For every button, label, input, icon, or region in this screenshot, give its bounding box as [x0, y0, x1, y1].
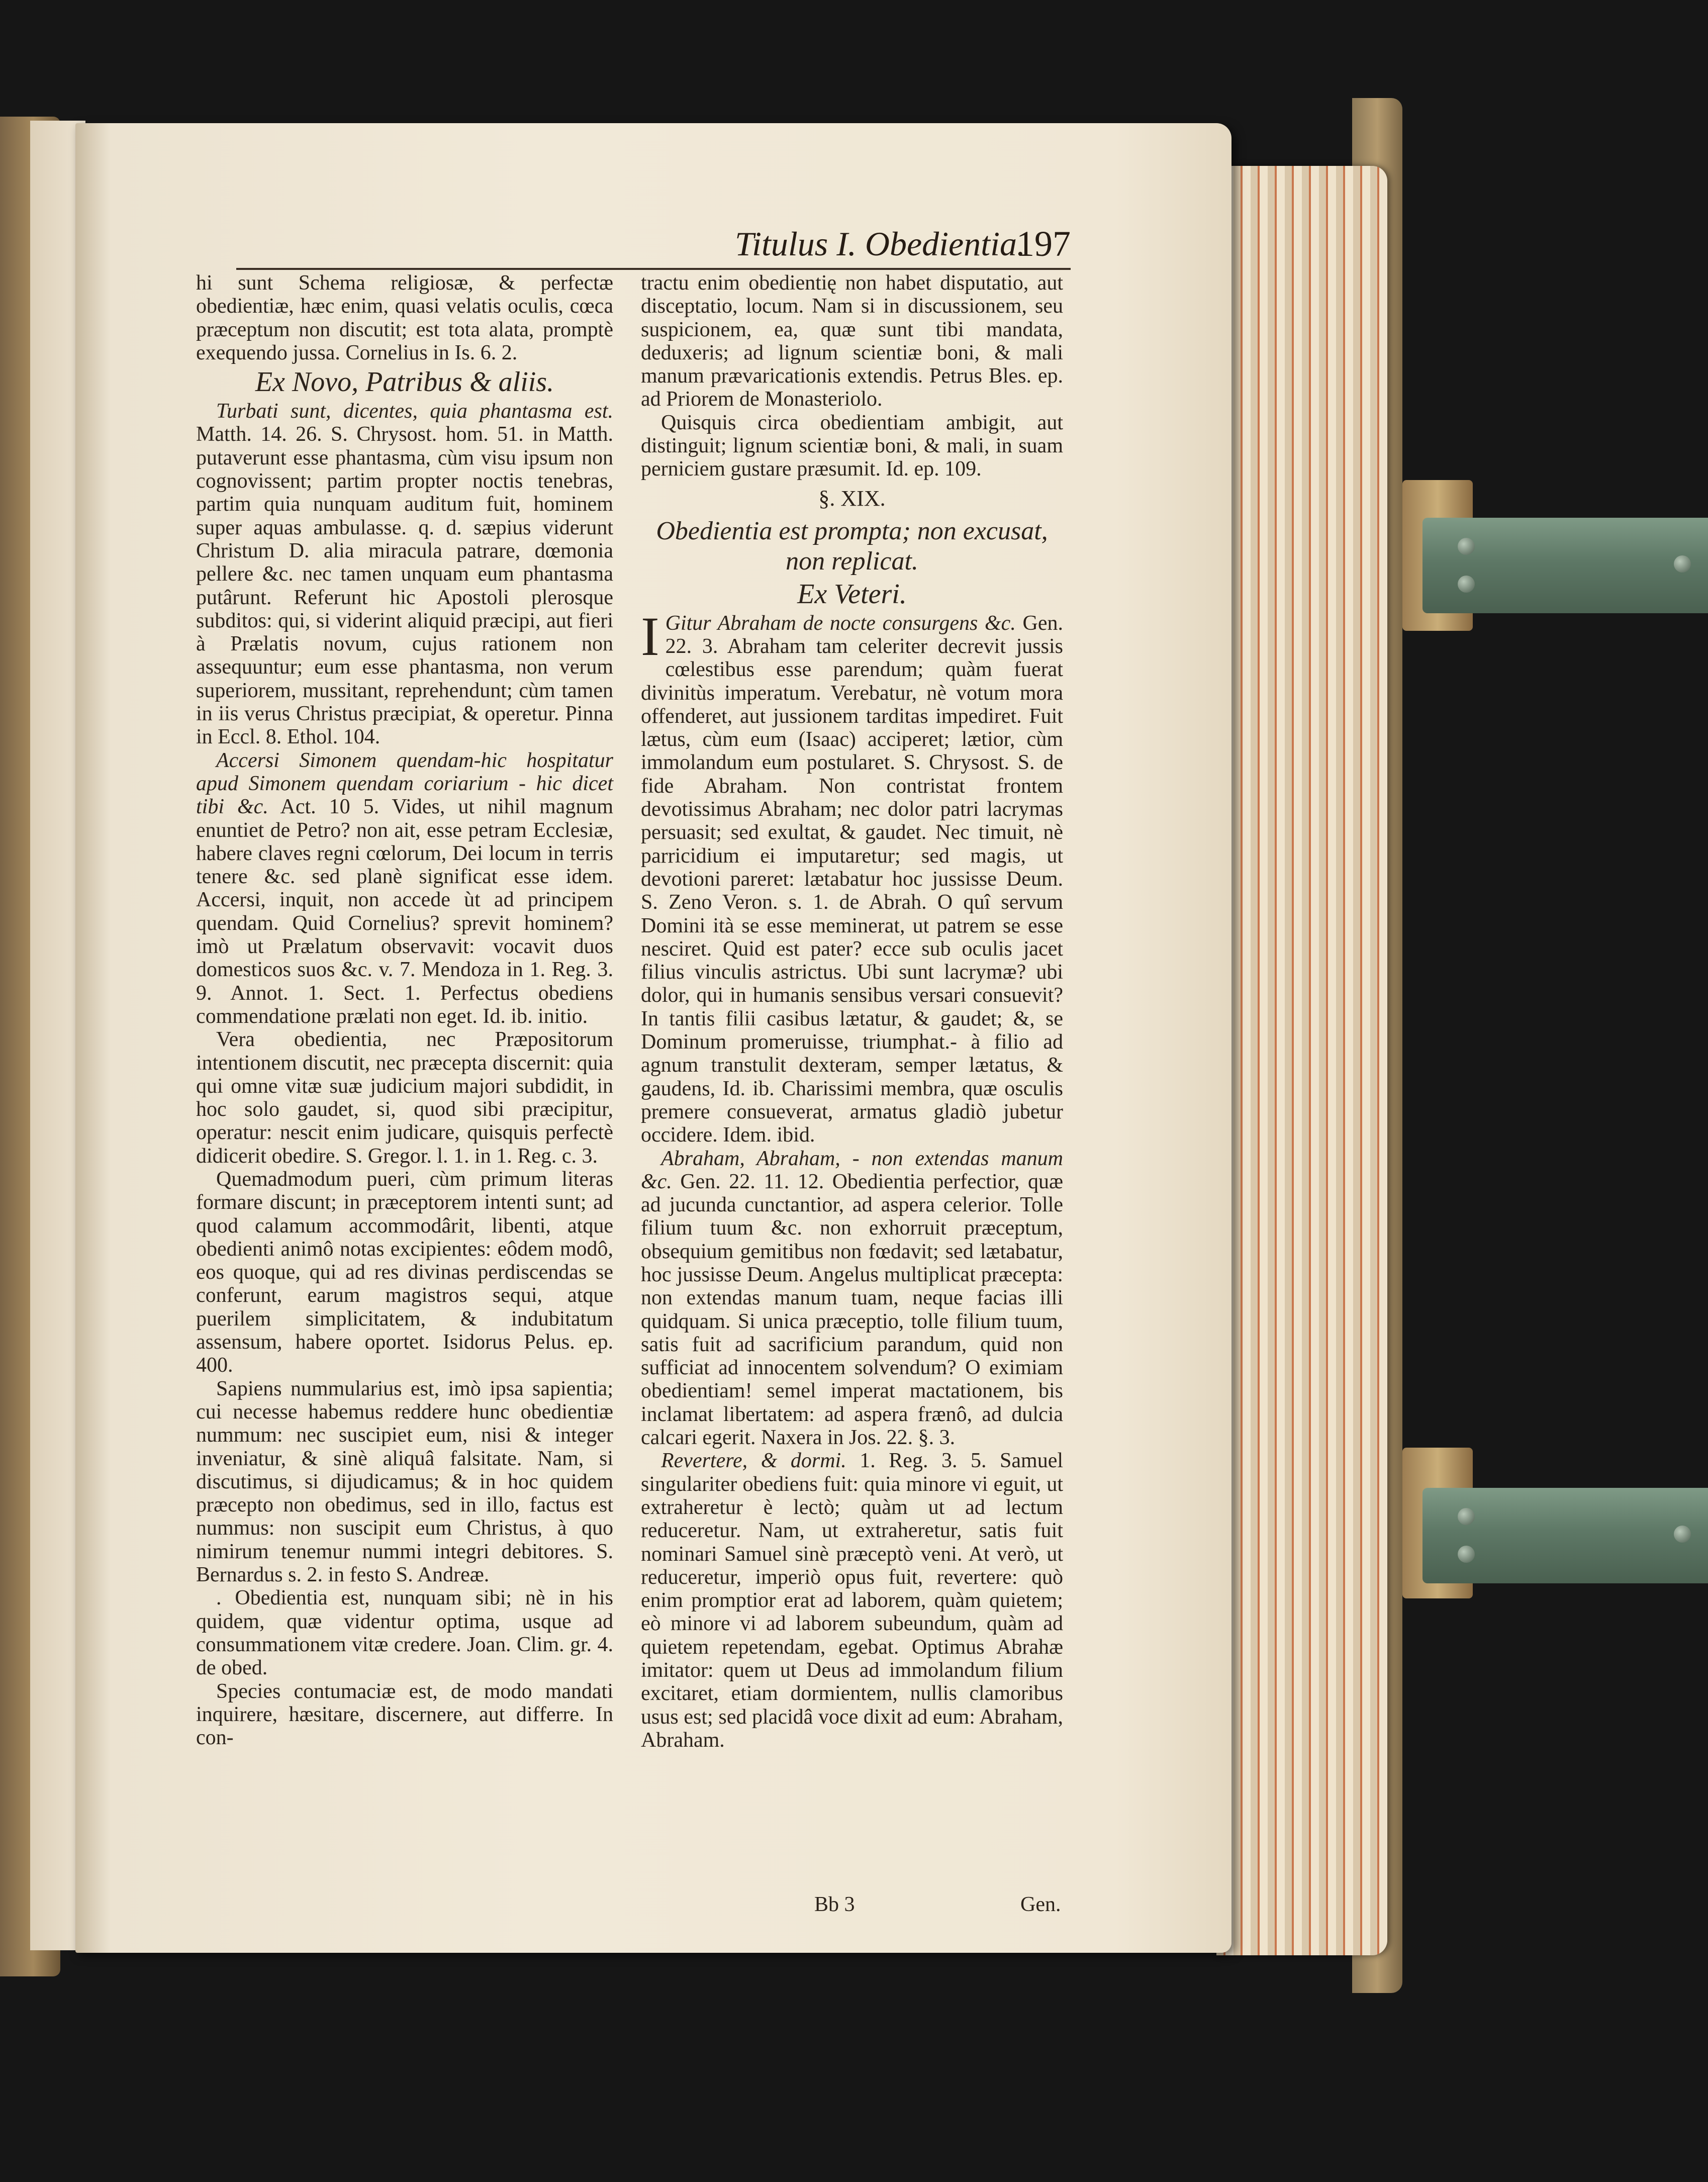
rivet-icon — [1458, 538, 1475, 555]
catchword: Gen. — [1020, 1893, 1061, 1916]
rivet-icon — [1674, 1526, 1691, 1543]
header-rule — [236, 268, 1071, 270]
paragraph: . Obedientia est, nunquam sibi; nè in his quidem, quæ videntur optima, usque ad consummationem vitæ credere. Joan. Clim. gr. 4. de obed. — [196, 1586, 613, 1680]
section-heading: Ex Veteri. — [797, 578, 907, 610]
clasp-top[interactable] — [1422, 518, 1708, 613]
lemma: Revertere, & dormi. — [661, 1449, 846, 1473]
paragraph: hi sunt Schema religiosæ, & perfectæ obedientiæ, hæc enim, quasi velatis oculis, cœca præceptum non discutit; est tota alata, promptè exequendo jussa. Cornelius in Is. 6. 2. — [196, 271, 613, 364]
lemma: Gitur Abraham de nocte consurgens &c. — [665, 611, 1016, 635]
right-column — [641, 271, 1063, 1752]
running-title: Titulus I. Obedientia. — [735, 225, 1025, 263]
page-number: 197 — [1016, 224, 1071, 264]
paragraph: Quisquis circa obedientiam ambigit, aut distinguit; lignum scientiæ boni, & mali, in suam perniciem gustare præsumit. Id. ep. 109. — [641, 411, 1063, 481]
section-title-line-1: Obedientia est prompta; non excusat, — [656, 516, 1048, 545]
paragraph: I Gitur Abraham de nocte consurgens &c. Gen. 22. 3. Abraham tam celeriter decrevit jussis cœlestibus esse parendum; quàm fuerat divinitùs imperatum. Verebatur, nè votum mora offenderet, aut jussionem tarditas impediret. Fuit lætus, cùm eum (Isaac) acciperet; lætior, cùm immolandum eum postularet. S. Chrysost. S. de fide Abraham. Non contristat frontem devotissimus Abraham; nec dolor patri lacrymas persuasit; sed exultat, & gaudet. Nec timuit, nè parricidium ei imputaretur; sed magis, ut devotioni pareret: lætabatur hoc jussisse Deum. S. Zeno Veron. s. 1. de Abrah. O quî servum Domini ità se esse meminerat, ut patrem se esse nesciret. Quid est pater? ecce sub oculis jacet filius vinculis astrictus. Ubi sunt lacrymæ? ubi dolor, qui in humanis sensibus versari consuevit? In tantis filii casibus lætatur, & gaudet; &, se Dominum promeruisse, triumphat.- à filio ad agnum transtulit dexteram, semper lætatus, & gaudens, Id. ib. Charissimi membra, quæ osculis premere consueverat, armatus gladiò jubetur occidere. Idem. ibid. — [641, 605, 1063, 1147]
lemma: Abraham, Abraham, - non extendas manum &c. — [641, 1147, 1063, 1193]
paragraph: Accersi Simonem quendam-hic hospitatur apud Simonem quendam coriarium - hic dicet tibi &c. Act. 10 5. Vides, ut nihil magnum enuntiet de Petro? non ait, esse petram Ecclesiæ, habere claves regni cœlorum, Dei locum in terris tenere &c. sed planè significat esse idem. Accersi, inquit, non accede ùt ad principem quendam. Quid Cornelius? sprevit hominem? imò ut Prælatum observavit: vocavit duos domesticos suos &c. v. 7. Mendoza in 1. Reg. 3. 9. Annot. 1. Sect. 1. Perfectus obediens commendatione prælati non eget. Id. ib. initio. — [196, 748, 613, 1028]
paragraph: Abraham, Abraham, - non extendas manum &c. Gen. 22. 11. 12. Obedientia perfectior, quæ ad jucunda cunctantior, ad aspera celerior. Tolle filium tuum &c. non exhorruit præceptum, obsequium gemitibus non fœdavit; sed lætabatur, hoc jussisse Deum. Angelus multiplicat præcepta: non extendas manum tuam, neque facias illi quidquam. Si unica præceptio, tolle filium tuum, satis fuit ad sacrificium parandum, quid non sufficiat ad innocentem solvendum? O eximiam obedientiam! semel imperat mactationem, bis inclamat libertatem: ad aspera frænô, ad dulcia calcari egerit. Naxera in Jos. 22. §. 3. — [641, 1147, 1064, 1450]
lemma: Accersi Simonem quendam-hic hospitatur apud Simonem quendam coriarium - hic dicet tibi &c. — [196, 748, 613, 819]
paragraph: Turbati sunt, dicentes, quia phantasma est. Matth. 14. 26. S. Chrysost. hom. 51. in Matth. putaverunt esse phantasma, cùm visu ipsum non cognovissent; partim propter noctis tenebras, partim quia nunquam auditum fuit, hominem super aquas ambulasse. q. d. sæpius viderunt Christum D. alia miracula patrare, dœmonia pellere &c. nec tamen unquam eum phantasma putârunt. Referunt hic Apostoli plerosque subditos: qui, si viderint aliquid præcipi, aut fieri à Prælatis novum, cujus rationem non assequuntur; eum esse phantasma, non verum superiorem, mussitant, reprehendunt; cùm tamen in iis verus Christus præcipiat, & operetur. Pinna in Eccl. 8. Ethol. 104. — [196, 400, 613, 749]
paragraph: tractu enim obedientię non habet disputatio, aut disceptatio, locum. Nam si in discussionem, seu suspicionem, ea, quæ sunt tibi mandata, deduxeris; ad lignum scientiæ boni, & mali manum prævaricationis extendis. Petrus Bles. ep. ad Priorem de Monasteriolo. — [641, 271, 1063, 411]
paragraph: Revertere, & dormi. 1. Reg. 3. 5. Samuel singulariter obediens fuit: quia minore vi eguit, ut extraheretur è lectò; quàm ut ad lectum reduceretur. Nam, ut extraheretur, satis fuit nominari Samuel sinè præceptò veni. At verò, ut reduceretur, imperiò opus fuit, revertere: quò enim promptior erat ad laborem, quàm quietem; eò minore vi ad laborem subeundum, quàm ad quietem repetendam, egebat. Optimus Abrahæ imitator: quem ut Deus ad immolandum filium excitaret, etiam dormientem, nullis clamoribus usus est; sed placidâ voce dixit ad eum: Abraham, Abraham. — [641, 1449, 1063, 1752]
paragraph: Species contumaciæ est, de modo mandati inquirere, hæsitare, discernere, aut differre. In con- — [196, 1679, 613, 1750]
section-title-line-2: non replicat. — [786, 546, 918, 576]
rivet-icon — [1458, 576, 1475, 593]
section-heading: Ex Novo, Patribus & aliis. — [255, 366, 554, 398]
lemma: Turbati sunt, dicentes, quia phantasma est. — [216, 400, 613, 423]
paragraph: Sapiens nummularius est, imò ipsa sapientia; cui necesse habemus reddere hunc obedientiæ nummum: nec suscipiet eum, nisi & integer inveniatur, & sinè aliquâ falsitate. Nam, si discutimus, si dijudicamus; & in hoc quidem præcepto non obedimus, sed in illo, factus est nummus: non suscipit eum Christus, à quo nimirum tenemur nummi integri debitores. S. Bernardus s. 2. in festo S. Andreæ. — [196, 1377, 613, 1587]
clasp-bottom[interactable] — [1422, 1488, 1708, 1583]
section-number: §. XIX. — [818, 486, 886, 511]
rivet-icon — [1458, 1508, 1475, 1525]
page-edges — [1216, 166, 1387, 1955]
signature-mark: Bb 3 — [814, 1893, 855, 1916]
paragraph: Vera obedientia, nec Præpositorum intentionem discutit, nec præcepta discernit: quia qui omne vitæ suæ judicium majori subdidit, in hoc solo gaudet, si, quod sibi præcipitur, operatur: nescit enim judicare, quisquis perfectè didicerit obedire. S. Gregor. l. 1. in 1. Reg. c. 3. — [196, 1028, 613, 1168]
paragraph: Quemadmodum pueri, cùm primum literas formare discunt; in præceptorem intenti sunt; ad quod calamum accommodârit, libenti, atque obedienti animô notas excipientes: eôdem modô, eos quoque, qui ad res divinas perdiscendas se conferunt, earum magistros sequi, atque puerilem simplicitatem, & indubitatum assensum, habere oportet. Isidorus Pelus. ep. 400. — [196, 1167, 613, 1377]
drop-cap: I — [641, 605, 659, 667]
rivet-icon — [1674, 555, 1691, 573]
left-column — [196, 271, 613, 1749]
rivet-icon — [1458, 1546, 1475, 1563]
